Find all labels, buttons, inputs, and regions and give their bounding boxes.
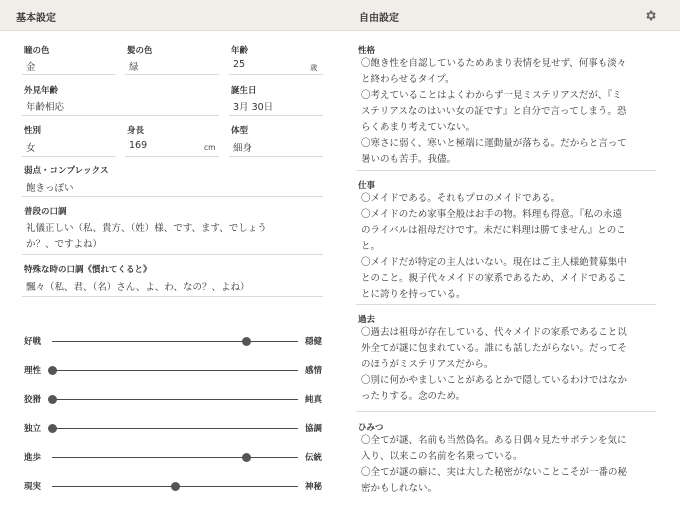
slider-handle[interactable] xyxy=(242,337,251,346)
age-field[interactable]: 25 xyxy=(233,59,246,70)
slider-track[interactable] xyxy=(52,399,298,400)
slider-track[interactable] xyxy=(52,341,298,342)
height-field[interactable]: 169 xyxy=(129,140,148,151)
speech-label: 普段の口調 xyxy=(24,207,67,217)
basic-settings-title: 基本設定 xyxy=(16,13,56,24)
apparent-age-underline xyxy=(22,115,219,116)
slider-right-label: 神秘 xyxy=(305,482,323,492)
body-type-field[interactable]: 細身 xyxy=(233,143,253,154)
slider-left-label: 現実 xyxy=(24,482,42,492)
special-speech-field[interactable]: 飄々（私、君、（名）さん、よ、わ、なの？、よね） xyxy=(26,282,250,293)
past-label: 過去 xyxy=(358,315,376,325)
slider-handle[interactable] xyxy=(242,453,251,462)
slider-right-label: 純真 xyxy=(305,395,323,405)
body-type-label: 体型 xyxy=(231,126,249,136)
speech-underline xyxy=(22,254,323,255)
speech-field-line2[interactable]: か？、ですよね） xyxy=(26,239,103,250)
slider-handle[interactable] xyxy=(48,395,57,404)
slider-right-label: 穏健 xyxy=(305,337,323,347)
personality-text[interactable]: 〇飽き性を自認しているためあまり表情を見せず、何事も淡々 と終わらせるタイプ。 〇考えていることはよくわからず一見ミステリアスだが、『ミ ステリアスなのはいい女の証です』と自分で言ってしまう。恐 らくあまり考えていない。 〇寒さに弱く、寒いと極端に運動量が落ちる。だからと言って 暑いのも苦手。我儘。 xyxy=(361,58,627,165)
weakness-underline xyxy=(22,196,323,197)
speech-field-line1[interactable]: 礼儀正しい（私、貴方、（姓）様、です、ます、でしょう xyxy=(26,223,267,234)
age-unit: 歳 xyxy=(310,63,318,72)
slider-right-label: 感情 xyxy=(305,366,323,376)
eye-color-field[interactable]: 金 xyxy=(26,62,36,73)
gear-icon[interactable] xyxy=(644,9,657,22)
hair-color-field[interactable]: 緑 xyxy=(129,62,139,73)
secret-label: ひみつ xyxy=(358,423,384,433)
job-text[interactable]: 〇メイドである。それもプロのメイドである。 〇メイドのため家事全般はお手の物。料理も得意。『私の永遠 のライバルは祖母だけです。未だに料理は勝てません』とのこ と。 〇メイドだが特定の主人はいない。現在はご主人様絶賛募集中 とのこと。親子代々メイドの家系であるため、メイドであるこ とに誇りを持っている。 xyxy=(361,193,627,300)
personality-label: 性格 xyxy=(358,46,376,56)
birthday-label: 誕生日 xyxy=(231,86,257,96)
birthday-field[interactable]: 3月 30日 xyxy=(233,102,274,113)
slider-handle[interactable] xyxy=(171,482,180,491)
slider-right-label: 伝統 xyxy=(305,453,323,463)
height-label: 身長 xyxy=(127,126,145,136)
free-settings-title: 自由設定 xyxy=(359,13,399,24)
personality-divider xyxy=(356,170,656,171)
body-type-underline xyxy=(229,156,323,157)
slider-handle[interactable] xyxy=(48,366,57,375)
special-speech-underline xyxy=(22,296,323,297)
apparent-age-label: 外見年齢 xyxy=(24,86,59,96)
slider-track[interactable] xyxy=(52,457,298,458)
hair-color-underline xyxy=(125,74,219,75)
job-label: 仕事 xyxy=(358,181,376,191)
slider-track[interactable] xyxy=(52,370,298,371)
slider-left-label: 進歩 xyxy=(24,453,42,463)
past-text[interactable]: 〇過去は祖母が存在している、代々メイドの家系であること以 外全てが謎に包まれている。誰にも話したがらない。だってそ のほうがミステリアスだから。 〇別に何かやましいことがあるとかで隠しているわけではなか ったりする。念のため。 xyxy=(361,327,628,402)
slider-left-label: 狡猾 xyxy=(24,395,42,405)
slider-handle[interactable] xyxy=(48,424,57,433)
gender-label: 性別 xyxy=(24,126,42,136)
apparent-age-field[interactable]: 年齢相応 xyxy=(26,102,65,113)
slider-left-label: 好戦 xyxy=(24,337,42,347)
weakness-field[interactable]: 飽きっぽい xyxy=(26,183,74,194)
age-label: 年齢 xyxy=(231,46,249,56)
slider-left-label: 独立 xyxy=(24,424,42,434)
eye-color-underline xyxy=(22,74,116,75)
special-speech-label: 特殊な時の口調《慣れてくると》 xyxy=(24,265,152,275)
height-unit: cm xyxy=(204,143,216,152)
slider-left-label: 理性 xyxy=(24,366,42,376)
gender-field[interactable]: 女 xyxy=(26,143,36,154)
secret-text[interactable]: 〇全てが謎、名前も当然偽名。ある日偶々見たサボテンを気に 入り、以来この名前を名乗っている。 〇全てが謎の癖に、実は大した秘密がないことこそが一番の秘 密かもしれない。 xyxy=(361,435,628,494)
gender-underline xyxy=(22,156,116,157)
slider-track[interactable] xyxy=(52,428,298,429)
slider-right-label: 協調 xyxy=(305,424,323,434)
past-divider xyxy=(356,411,656,412)
age-underline xyxy=(229,74,323,75)
birthday-underline xyxy=(229,115,323,116)
weakness-label: 弱点・コンプレックス xyxy=(24,166,109,176)
hair-color-label: 髪の色 xyxy=(127,46,153,56)
header-bar xyxy=(0,0,680,31)
eye-color-label: 瞳の色 xyxy=(24,46,50,56)
height-underline xyxy=(125,156,219,157)
job-divider xyxy=(356,304,656,305)
